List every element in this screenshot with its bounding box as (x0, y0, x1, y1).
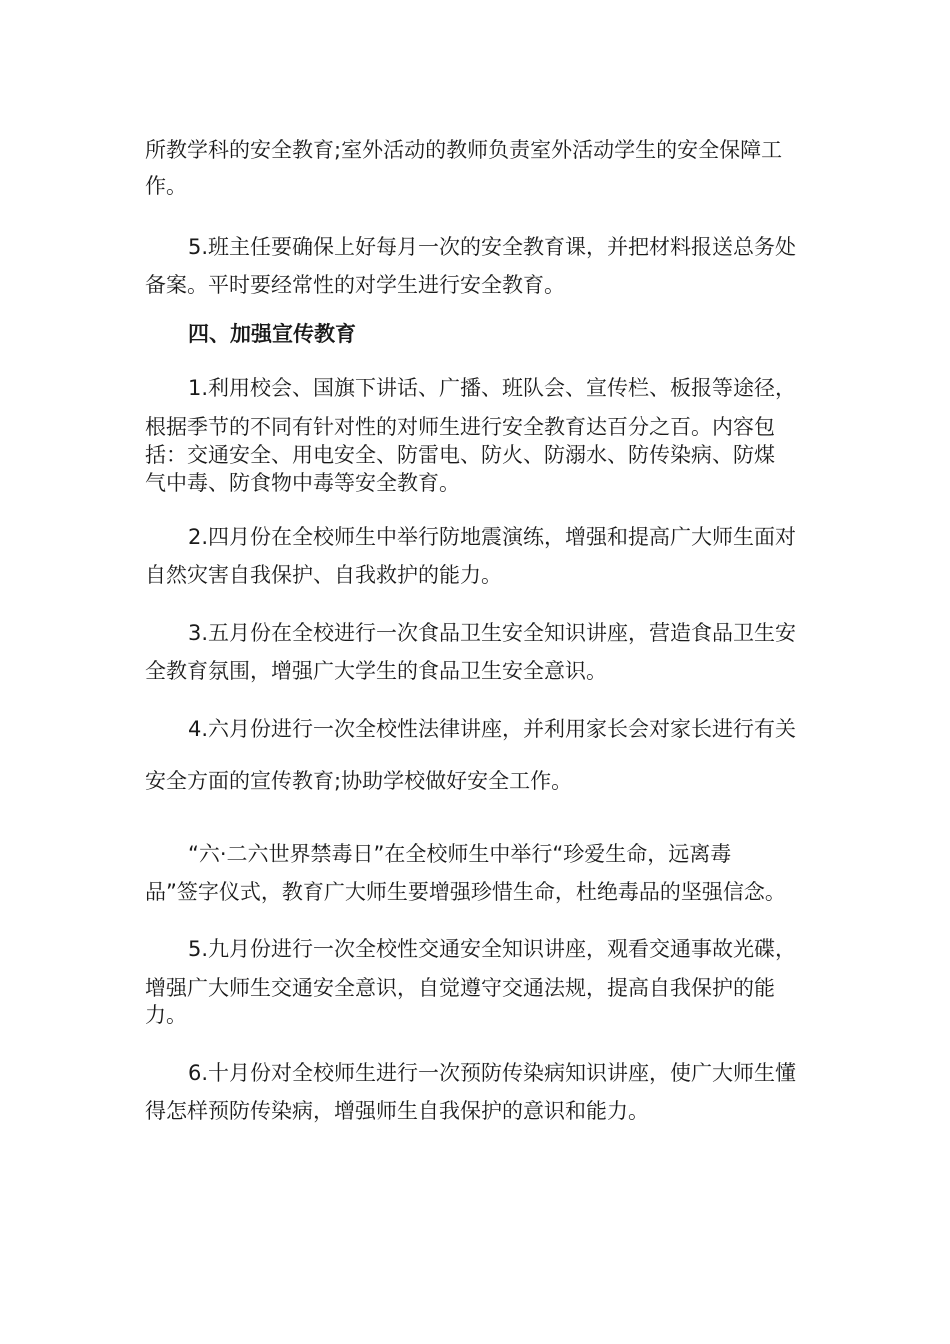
paragraph-7 (145, 838, 810, 908)
text-line: 得怎样预防传染病，增强师生自我保护的意识和能力。 (145, 1099, 649, 1123)
paragraph-6 (145, 713, 810, 797)
paragraph-1 (145, 134, 810, 202)
text-line: 力。 (145, 1003, 187, 1027)
heading-text: 四、加强宣传教育 (188, 322, 356, 346)
paragraph-4 (145, 521, 810, 591)
section-heading (145, 318, 810, 350)
paragraph-5 (145, 617, 810, 687)
text-line: 安全方面的宣传教育;协助学校做好安全工作。 (145, 769, 573, 793)
text-line: 4.六月份进行一次全校性法律讲座，并利用家长会对家长进行有关 (188, 717, 797, 741)
text-line: 根据季节的不同有针对性的对师生进行安全教育达百分之百。内容包 (145, 415, 775, 439)
text-line: 1.利用校会、国旗下讲话、广播、班队会、宣传栏、板报等途径， (188, 376, 797, 400)
text-line: 3.五月份在全校进行一次食品卫生安全知识讲座，营造食品卫生安 (188, 621, 797, 645)
text-line: 备案。平时要经常性的对学生进行安全教育。 (145, 273, 565, 297)
paragraph-8 (145, 933, 810, 1031)
text-line: 增强广大师生交通安全意识，自觉遵守交通法规，提高自我保护的能 (145, 976, 775, 1000)
text-line: 品”签字仪式，教育广大师生要增强珍惜生命，杜绝毒品的坚强信念。 (145, 880, 786, 904)
paragraph-3 (145, 372, 810, 499)
text-line: 作。 (145, 174, 187, 198)
text-line: 6.十月份对全校师生进行一次预防传染病知识讲座，使广大师生懂 (188, 1061, 797, 1085)
text-line: 2.四月份在全校师生中举行防地震演练，增强和提高广大师生面对 (188, 525, 797, 549)
text-line: 自然灾害自我保护、自我救护的能力。 (145, 563, 502, 587)
text-line: “六·二六世界禁毒日”在全校师生中举行“珍爱生命，远离毒 (188, 842, 732, 866)
paragraph-2 (145, 231, 810, 301)
text-line: 气中毒、防食物中毒等安全教育。 (145, 471, 460, 495)
text-line: 括：交通安全、用电安全、防雷电、防火、防溺水、防传染病、防煤 (145, 443, 775, 467)
text-line: 5.九月份进行一次全校性交通安全知识讲座，观看交通事故光碟， (188, 937, 797, 961)
text-line: 所教学科的安全教育;室外活动的教师负责室外活动学生的安全保障工 (145, 138, 783, 162)
text-line: 5.班主任要确保上好每月一次的安全教育课，并把材料报送总务处 (188, 235, 797, 259)
paragraph-9 (145, 1057, 810, 1127)
text-line: 全教育氛围，增强广大学生的食品卫生安全意识。 (145, 659, 607, 683)
